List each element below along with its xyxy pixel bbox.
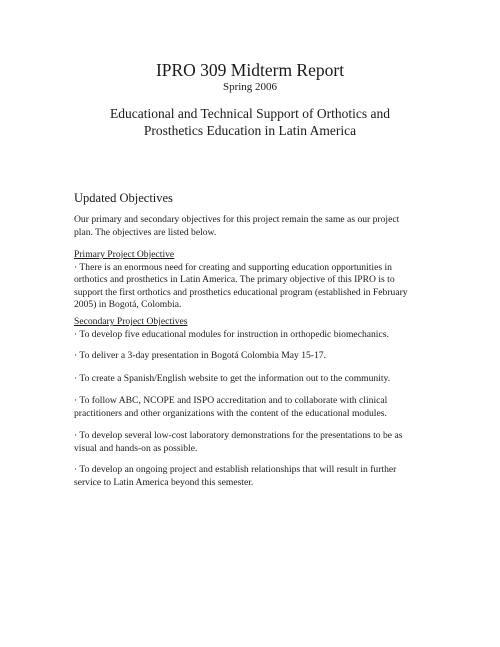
secondary-objective-line: · To deliver a 3-day presentation in Bogotá Colombia May 15-17. [74, 350, 326, 361]
primary-objective-line: orthotics and prosthetics in Latin America. The primary objective of this IPRO is to [74, 274, 395, 285]
secondary-objectives-heading: Secondary Project Objectives [74, 316, 188, 327]
primary-objective-line: 2005) in Bogotá, Colombia. [74, 299, 182, 310]
intro-line: Our primary and secondary objectives for this project remain the same as our project [74, 214, 400, 225]
secondary-objective-item [74, 350, 434, 363]
intro-line: plan. The objectives are listed below. [74, 226, 217, 238]
report-title: IPRO 309 Midterm Report [155, 60, 345, 80]
secondary-objective-line: · To develop an ongoing project and establish relationships that will result in further [74, 464, 397, 475]
project-title-line-2: Prosthetics Education in Latin America [143, 123, 357, 138]
secondary-objective-item [74, 395, 434, 420]
primary-objective-line: support the first orthotics and prosthetics educational program (established in February [74, 286, 408, 298]
primary-objective-heading: Primary Project Objective [74, 249, 175, 260]
secondary-objectives-block [74, 316, 434, 341]
secondary-objective-item [74, 464, 434, 489]
secondary-objective-line: · To follow ABC, NCOPE and ISPO accreditation and to collaborate with clinical [74, 395, 388, 406]
project-title-line-1: Educational and Technical Support of Orthotics and [110, 106, 390, 121]
secondary-objective-line: practitioners and other organizations with the content of the educational modules. [74, 407, 387, 419]
secondary-objective-item [74, 430, 434, 455]
primary-objective-block [74, 249, 434, 312]
secondary-objective-line: visual and hands-on as possible. [74, 442, 198, 454]
intro-paragraph [74, 214, 434, 239]
secondary-objective-item [74, 373, 434, 386]
primary-objective-line: · There is an enormous need for creating and supporting education opportunities in [74, 261, 392, 273]
secondary-objective-line: · To create a Spanish/English website to get the information out to the community. [74, 373, 391, 384]
report-subtitle: Spring 2006 [222, 81, 278, 93]
section-heading: Updated Objectives [74, 191, 173, 205]
secondary-objective-line: · To develop several low-cost laboratory demonstrations for the presentations to be as [74, 430, 403, 441]
secondary-objective-line: service to Latin America beyond this semester. [74, 476, 254, 488]
secondary-objective-item: · To develop five educational modules for instruction in orthopedic biomechanics. [74, 328, 389, 340]
